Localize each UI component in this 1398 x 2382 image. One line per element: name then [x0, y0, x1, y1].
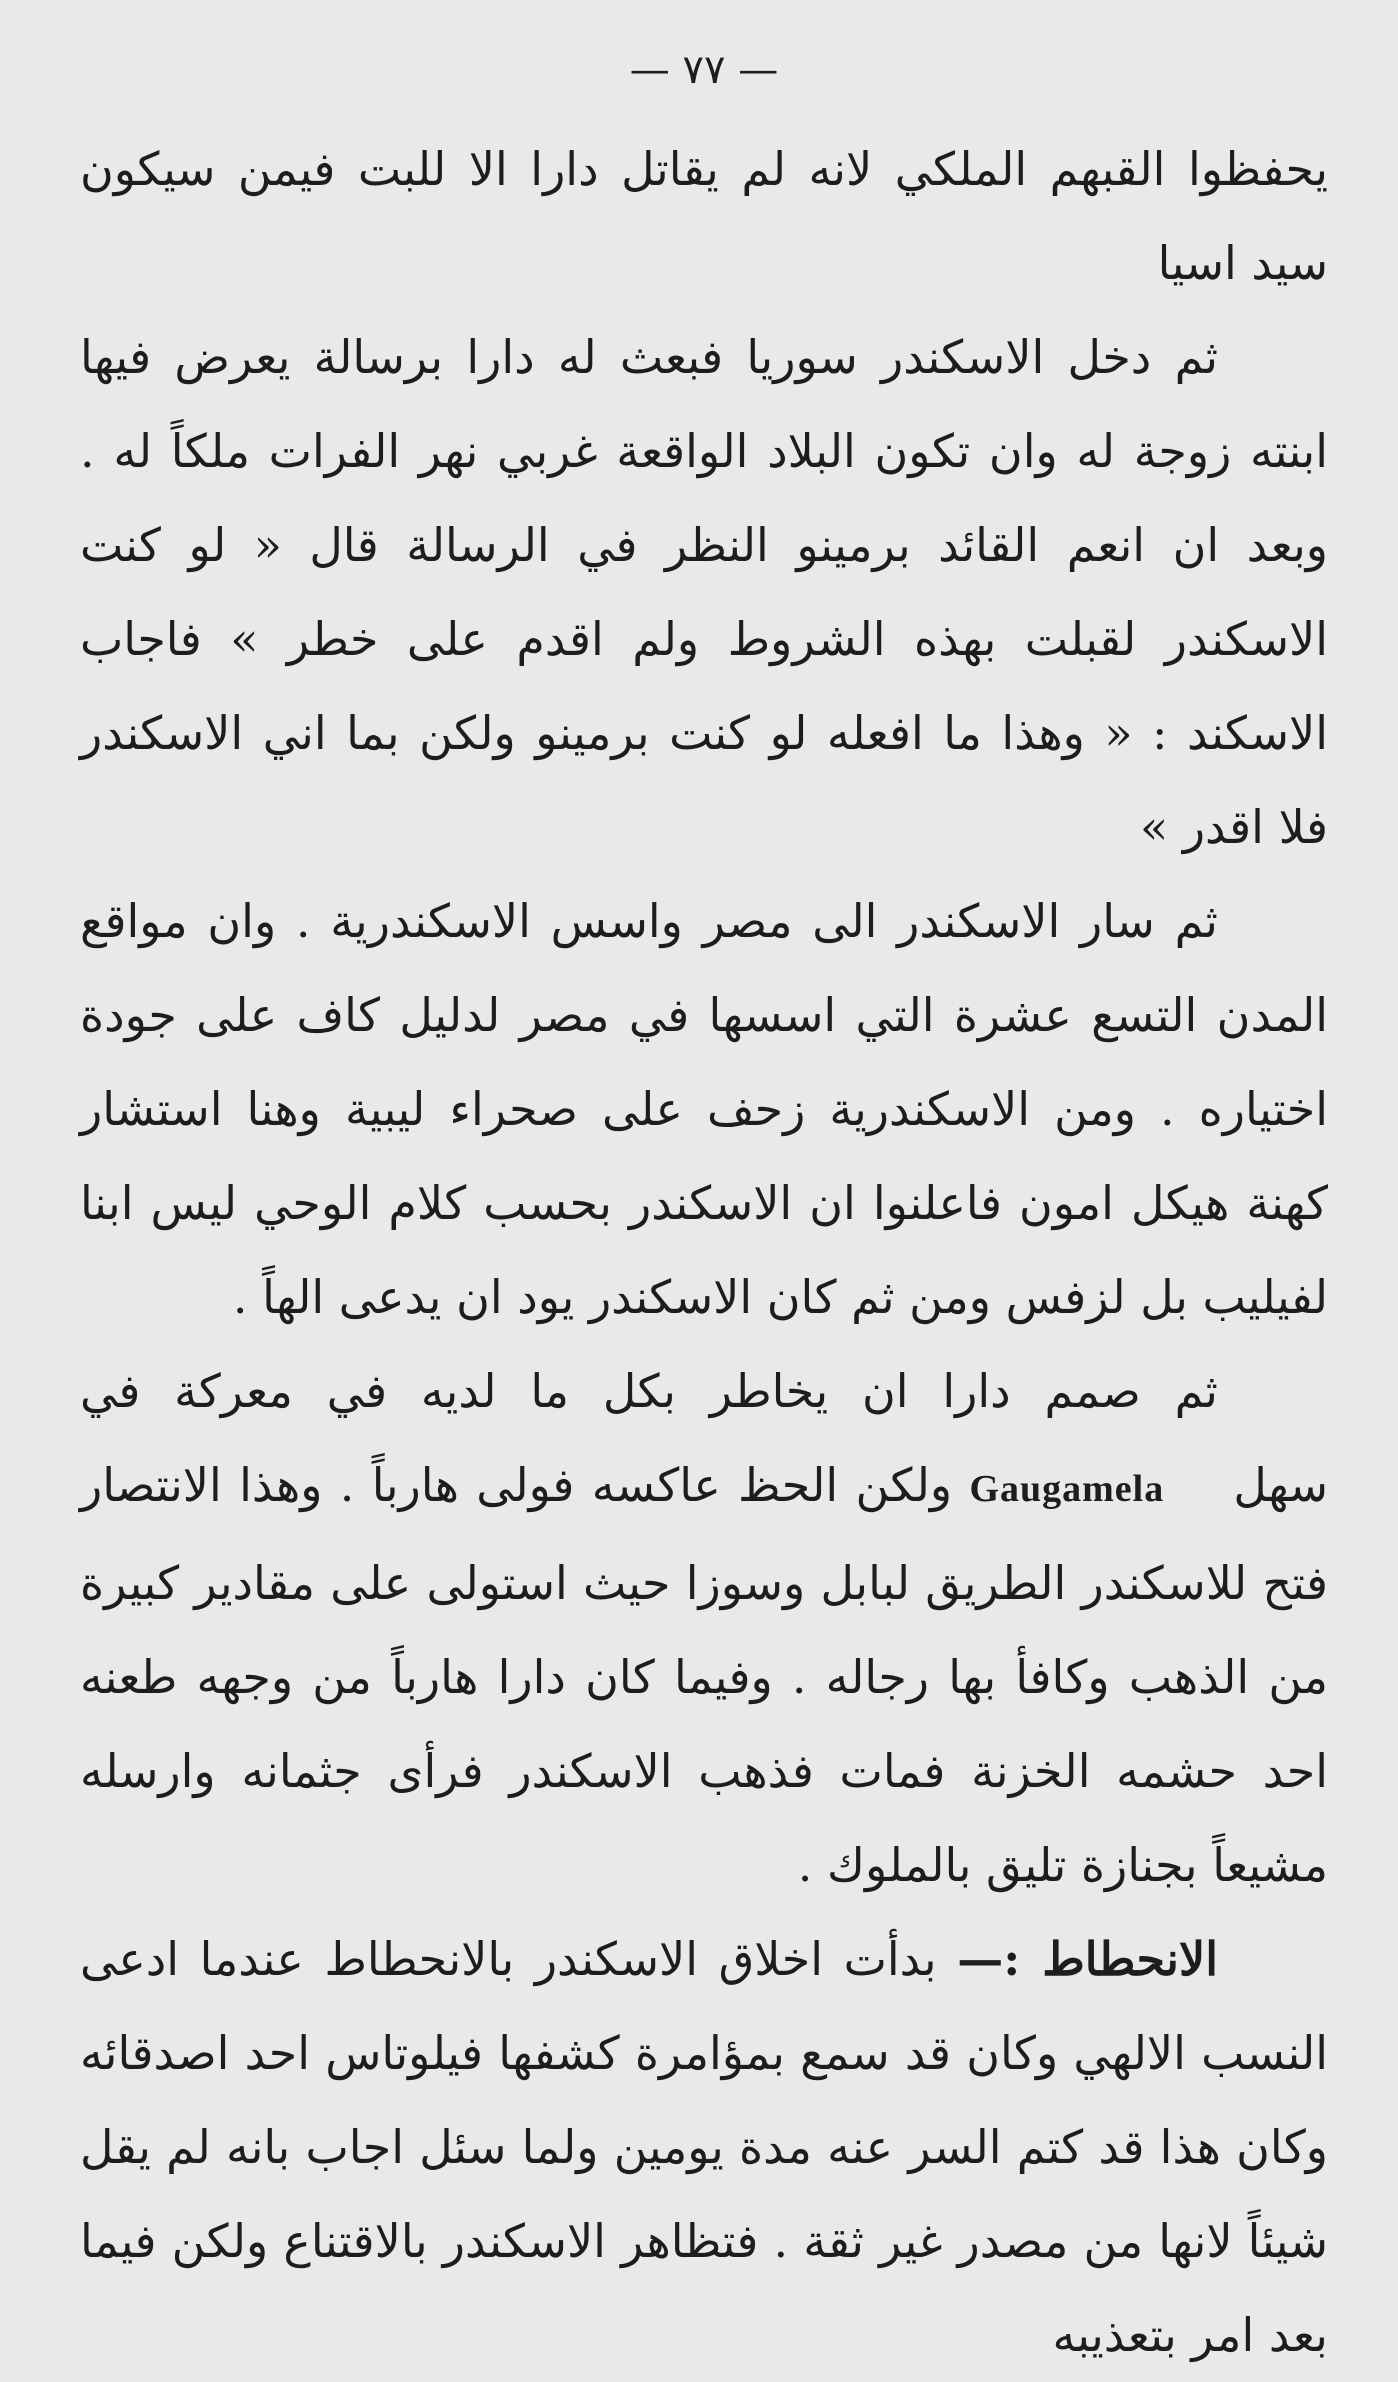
paragraph-2: ثم دخل الاسكندر سوريا فبعث له دارا برسالة يعرض فيها ابنته زوجة له وان تكون البلاد الواقعة غربي نهر الفرات ملكاً له . وبعد ان انعم القائد برمينو النظر في الرسالة قال « لو كنت الاسكندر لقبلت بهذه الشروط ولم اقدم على خطر » فاجاب الاسكند : « وهذا ما افعله لو كنت برمينو ولكن بما اني الاسكندر فلا اقدر » — [80, 330, 1328, 854]
paragraph-4 — [80, 1344, 1328, 1912]
section-heading-inline: الانحطاط :— — [957, 1932, 1218, 1986]
page-number: — ٧٧ — — [629, 47, 779, 93]
paragraph-5 — [80, 1912, 1328, 2382]
place-name-latin: Gaugamela — [969, 1468, 1165, 1510]
paragraph-4-text-before: ثم صمم دارا ان يخاطر بكل ما لديه في معركة في سهل — [80, 1364, 1328, 1512]
paragraph-5-text: بدأت اخلاق الاسكندر بالانحطاط عندما ادعى النسب الالهي وكان قد سمع بمؤامرة كشفها فيلوتاس احد اصدقائه وكان هذا قد كتم السر عنه مدة يومين ولما سئل اجاب بانه لم يقل شيئاً لانها من مصدر غير ثقة . فتظاهر الاسكندر بالاقتناع ولكن فيما بعد امر بتعذيبه — [80, 1932, 1328, 2362]
paragraph-1: يحفظوا القبهم الملكي لانه لم يقاتل دارا الا للبت فيمن سيكون سيد اسيا — [80, 142, 1328, 290]
page-body — [80, 122, 1328, 2382]
paragraph-4-text-after: ولكن الحظ عاكسه فولى هارباً . وهذا الانتصار فتح للاسكندر الطريق لبابل وسوزا حيث استولى على مقادير كبيرة من الذهب وكافأ بها رجاله . وفيما كان دارا هارباً من وجهه طعنه احد حشمه الخزنة فمات فذهب الاسكندر فرأى جثمانه وارسله مشيعاً بجنازة تليق بالملوك . — [80, 1458, 1328, 1892]
paragraph-3: ثم سار الاسكندر الى مصر واسس الاسكندرية . وان مواقع المدن التسع عشرة التي اسسها في مصر لدليل كاف على جودة اختياره . ومن الاسكندرية زحف على صحراء ليبية وهنا استشار كهنة هيكل امون فاعلنوا ان الاسكندر بحسب كلام الوحي ليس ابنا لفيليب بل لزفس ومن ثم كان الاسكندر يود ان يدعى الهاً . — [80, 894, 1328, 1324]
